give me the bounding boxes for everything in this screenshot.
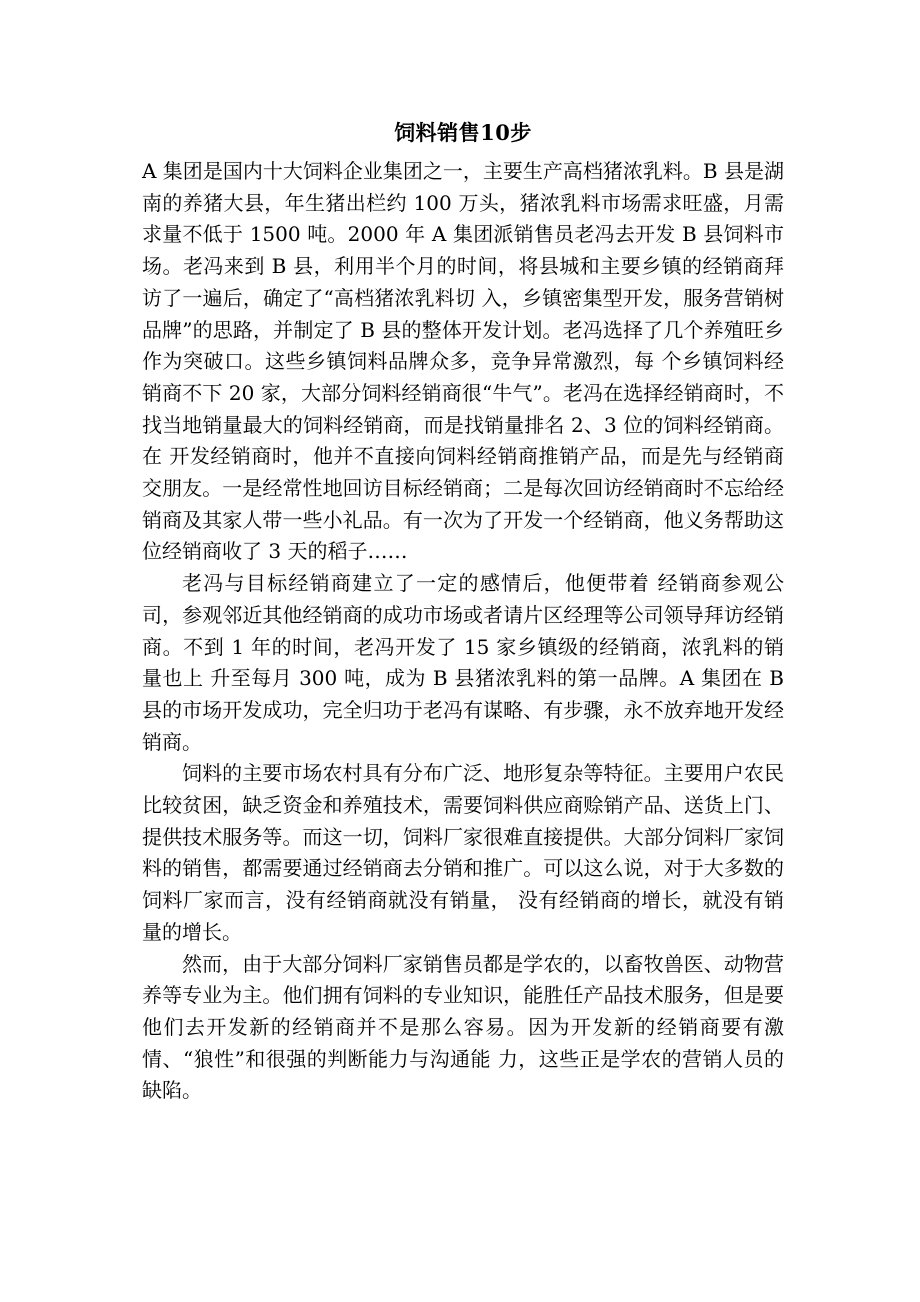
document-page	[142, 116, 784, 1107]
document-title: 饲料销售10步	[394, 120, 532, 145]
paragraph-4: 然而，由于大部分饲料厂家销售员都是学农的，以畜牧兽医、动物营养等专业为主。他们拥有饲料的专业知识，能胜任产品技术服务，但是要他们去开发新的经销商并不是那么容易。因为开发新的经销商要有激情、“狼性”和很强的判断能力与沟通能 力，这些正是学农的营销人员的缺陷。	[142, 951, 784, 1103]
paragraph-3: 饲料的主要市场农村具有分布广泛、地形复杂等特征。主要用户农民比较贫困，缺乏资金和养殖技术，需要饲料供应商赊销产品、送货上门、提供技术服务等。而这一切，饲料厂家很难直接提供。大部分饲料厂家饲料的销售，都需要通过经销商去分销和推广。可以这么说，对于大多数的饲料厂家而言，没有经销商就没有销量， 没有经销商的增长，就没有销量的增长。	[142, 761, 784, 944]
paragraph-1: A 集团是国内十大饲料企业集团之一，主要生产高档猪浓乳料。B 县是湖南的养猪大县，年生猪出栏约 100 万头，猪浓乳料市场需求旺盛，月需求量不低于 1500 吨。2000 年 A 集团派销售员老冯去开发 B 县饲料市场。老冯来到 B 县，利用半个月的时间，将县城和主要乡镇的经销商拜访了一遍后，确定了“高档猪浓乳料切 入，乡镇密集型开发，服务营销树品牌”的思路，并制定了 B 县的整体开发计划。老冯选择了几个养殖旺乡作为突破口。这些乡镇饲料品牌众多，竞争异常激烈，每 个乡镇饲料经销商不下 20 家，大部分饲料经销商很“牛气”。老冯在选择经销商时，不找当地销量最大的饲料经销商，而是找销量排名 2、3 位的饲料经销商。在 开发经销商时，他并不直接向饲料经销商推销产品，而是先与经销商交朋友。一是经常性地回访目标经销商；二是每次回访经销商时不忘给经销商及其家人带一些小礼品。有一次为了开发一个经销商，他义务帮助这位经销商收了 3 天的稻子……	[142, 159, 784, 564]
paragraph-2: 老冯与目标经销商建立了一定的感情后，他便带着 经销商参观公司，参观邻近其他经销商的成功市场或者请片区经理等公司领导拜访经销商。不到 1 年的时间，老冯开发了 15 家乡镇级的经销商，浓乳料的销量也上 升至每月 300 吨，成为 B 县猪浓乳料的第一品牌。A 集团在 B 县的市场开发成功，完全归功于老冯有谋略、有步骤，永不放弃地开发经销商。	[142, 571, 784, 754]
